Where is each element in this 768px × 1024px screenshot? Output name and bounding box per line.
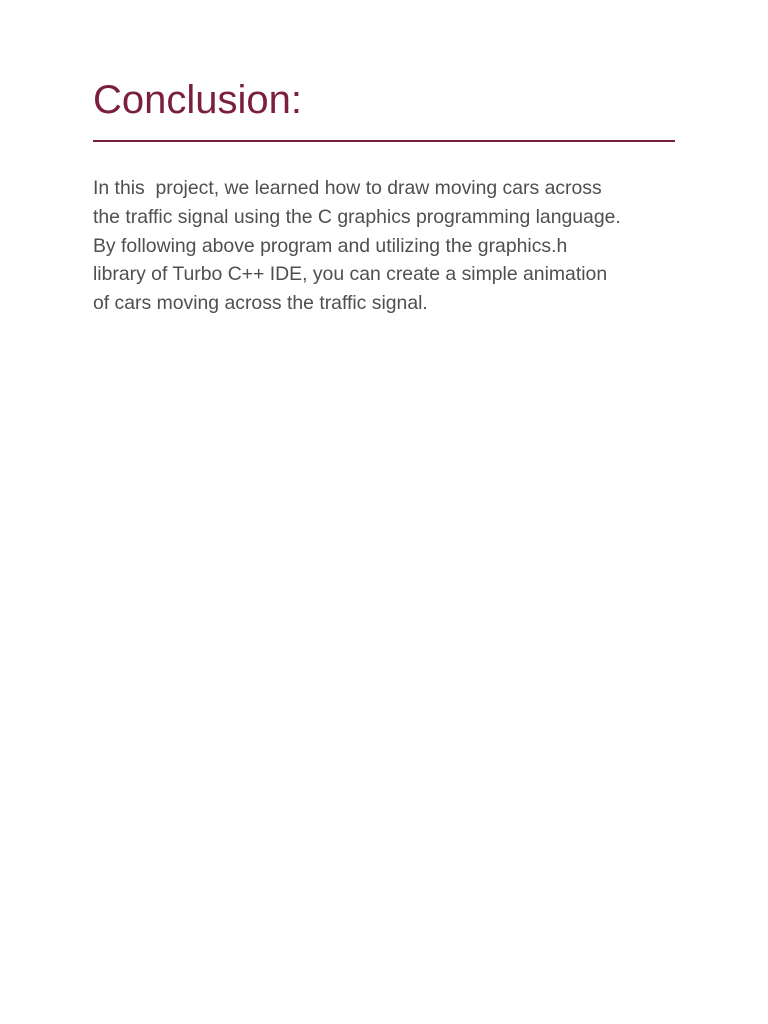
paragraph-line: library of Turbo C++ IDE, you can create a simple animation [93,263,608,286]
paragraph-line: In this project, we learned how to draw moving cars across [93,177,602,199]
paragraph-line: the traffic signal using the C graphics programming language. [93,205,621,228]
heading-divider [93,140,675,142]
paragraph-line: of cars moving across the traffic signal. [93,292,428,315]
conclusion-paragraph [93,174,683,318]
paragraph-line: By following above program and utilizing the graphics.h [93,234,568,257]
section-heading: Conclusion: [93,78,303,122]
